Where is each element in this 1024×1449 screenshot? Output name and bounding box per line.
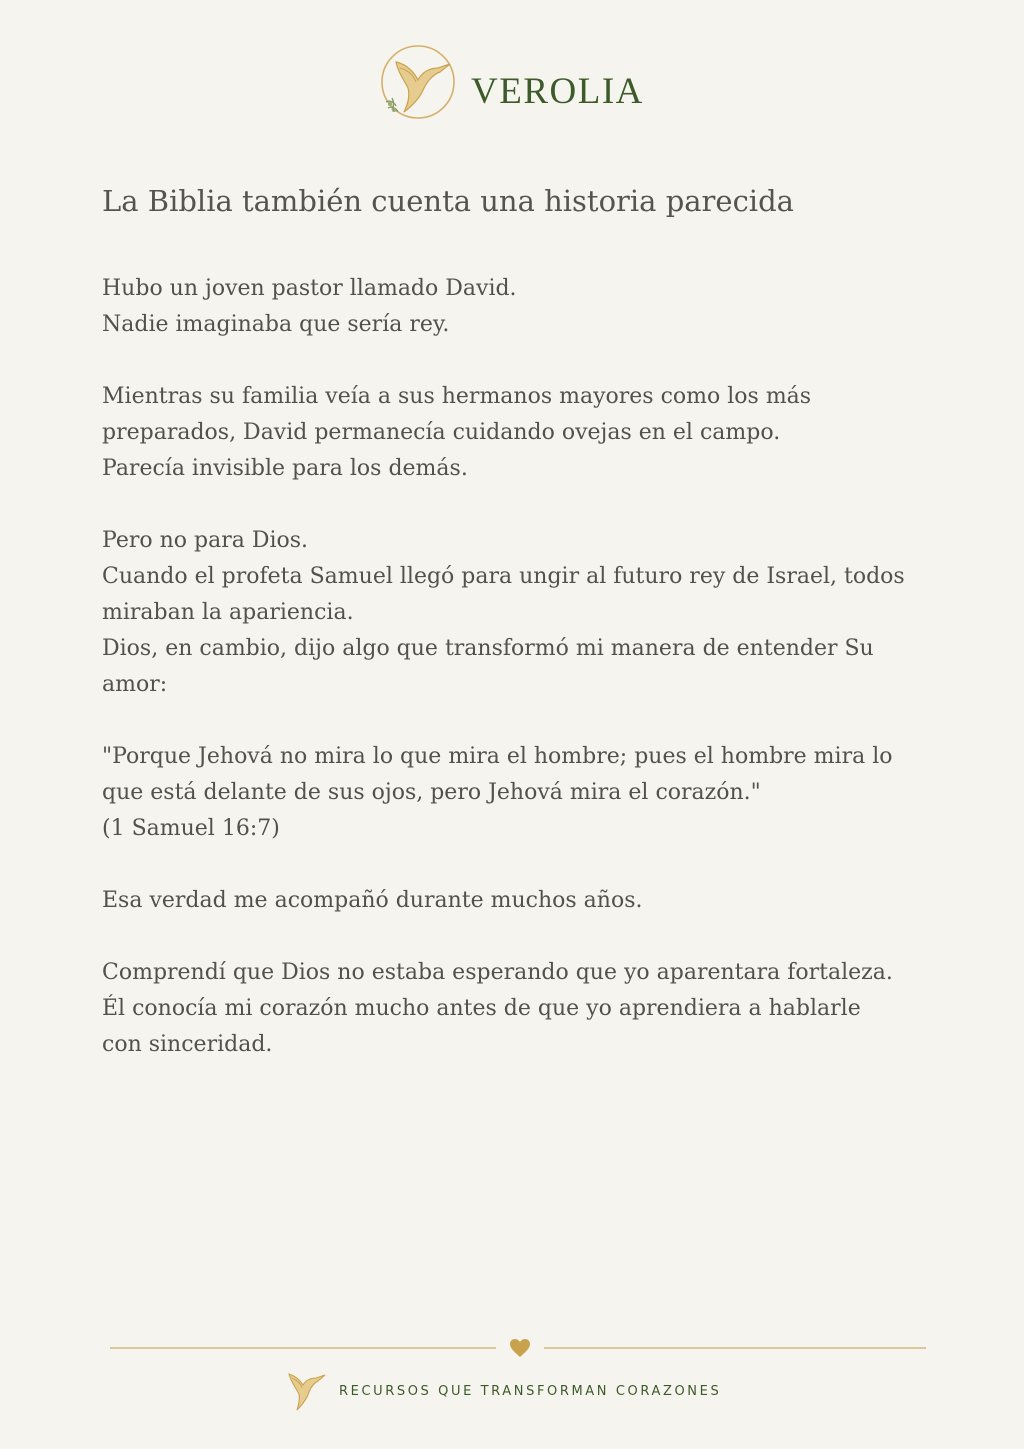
- paragraph-1: [102, 271, 932, 343]
- text-line: Nadie imaginaba que sería rey.: [102, 312, 450, 337]
- hummingbird-icon: [285, 1368, 329, 1412]
- paragraph-2: [102, 379, 932, 487]
- article-body: [102, 271, 932, 1099]
- text-line: "Porque Jehová no mira lo que mira el hombre; pues el hombre mira lo: [102, 744, 893, 769]
- text-line: Él conocía mi corazón mucho antes de que yo aprendiera a hablarle: [102, 996, 861, 1021]
- tagline: RECURSOS QUE TRANSFORMAN CORAZONES: [339, 1384, 722, 1399]
- text-line: Cuando el profeta Samuel llegó para ungir al futuro rey de Israel, todos: [102, 564, 905, 589]
- footer: [285, 1368, 745, 1416]
- divider-line-left: [110, 1347, 496, 1349]
- paragraph-3: [102, 523, 932, 703]
- scripture-quote: [102, 739, 932, 847]
- hummingbird-emblem-icon: [378, 42, 458, 122]
- text-line: Parecía invisible para los demás.: [102, 456, 468, 481]
- text-line: miraban la apariencia.: [102, 600, 354, 625]
- heart-icon: [508, 1336, 532, 1360]
- footer-divider: [110, 1335, 926, 1363]
- paragraph-6: [102, 955, 932, 1063]
- text-line: amor:: [102, 672, 168, 697]
- scripture-reference: (1 Samuel 16:7): [102, 816, 280, 841]
- header: [0, 40, 1024, 130]
- text-line: Hubo un joven pastor llamado David.: [102, 276, 517, 301]
- paragraph-5: [102, 883, 932, 919]
- text-line: Esa verdad me acompañó durante muchos años.: [102, 888, 643, 913]
- text-line: preparados, David permanecía cuidando ovejas en el campo.: [102, 420, 781, 445]
- text-line: con sinceridad.: [102, 1032, 273, 1057]
- page-title: La Biblia también cuenta una historia parecida: [102, 184, 794, 218]
- text-line: Mientras su familia veía a sus hermanos mayores como los más: [102, 384, 812, 409]
- text-line: Pero no para Dios.: [102, 528, 309, 553]
- text-line: Dios, en cambio, dijo algo que transformó mi manera de entender Su: [102, 636, 874, 661]
- text-line: que está delante de sus ojos, pero Jehová mira el corazón.": [102, 780, 761, 805]
- divider-line-right: [544, 1347, 926, 1349]
- brand-name: VEROLIA: [471, 71, 644, 112]
- text-line: Comprendí que Dios no estaba esperando que yo aparentara fortaleza.: [102, 960, 893, 985]
